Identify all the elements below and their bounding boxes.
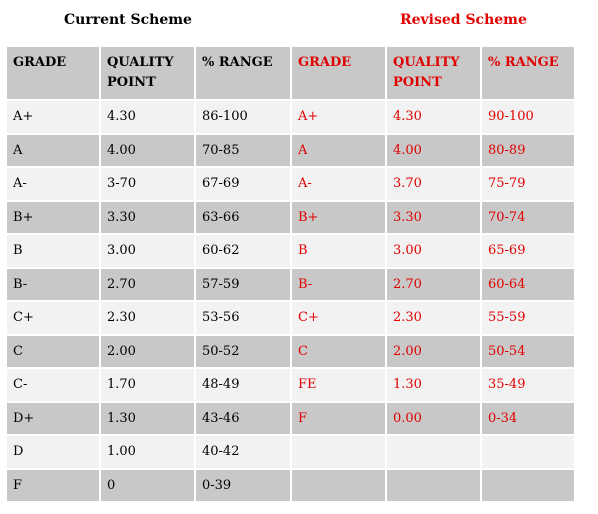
cell-range-current: 86-100: [196, 101, 290, 133]
header-range-revised: % RANGE: [482, 47, 574, 99]
table-row: [7, 235, 574, 267]
table-row: [7, 135, 574, 167]
cell-quality-point-revised: 1.30: [387, 369, 480, 401]
cell-grade-current: B+: [7, 202, 99, 234]
header-row: [7, 47, 574, 99]
cell-grade-revised: B: [292, 235, 385, 267]
cell-range-revised: 50-54: [482, 336, 574, 368]
cell-range-revised: 60-64: [482, 269, 574, 301]
cell-quality-point-current: 1.00: [101, 436, 194, 468]
cell-grade-revised: F: [292, 403, 385, 435]
header-grade-current: GRADE: [7, 47, 99, 99]
table-row: [7, 168, 574, 200]
table-row: [7, 336, 574, 368]
cell-quality-point-revised: 2.00: [387, 336, 480, 368]
cell-range-current: 60-62: [196, 235, 290, 267]
cell-range-revised: 75-79: [482, 168, 574, 200]
cell-range-current: 70-85: [196, 135, 290, 167]
header-quality-point-revised: QUALITY POINT: [387, 47, 480, 99]
cell-range-revised: 65-69: [482, 235, 574, 267]
cell-grade-revised: C+: [292, 302, 385, 334]
cell-range-revised: 35-49: [482, 369, 574, 401]
table-row: [7, 202, 574, 234]
cell-range-current: 40-42: [196, 436, 290, 468]
cell-grade-current: F: [7, 470, 99, 502]
cell-quality-point-revised: 4.30: [387, 101, 480, 133]
cell-quality-point-revised: 3.00: [387, 235, 480, 267]
cell-grade-revised: [292, 436, 385, 468]
cell-grade-current: C: [7, 336, 99, 368]
cell-grade-current: A-: [7, 168, 99, 200]
cell-quality-point-current: 4.00: [101, 135, 194, 167]
cell-quality-point-revised: 2.30: [387, 302, 480, 334]
cell-grade-revised: FE: [292, 369, 385, 401]
cell-quality-point-current: 1.30: [101, 403, 194, 435]
cell-grade-current: D+: [7, 403, 99, 435]
table-row: [7, 470, 574, 502]
cell-range-revised: 90-100: [482, 101, 574, 133]
cell-quality-point-current: 3.00: [101, 235, 194, 267]
cell-quality-point-current: 2.70: [101, 269, 194, 301]
cell-range-current: 48-49: [196, 369, 290, 401]
cell-quality-point-current: 2.30: [101, 302, 194, 334]
cell-range-revised: 0-34: [482, 403, 574, 435]
cell-range-revised: 55-59: [482, 302, 574, 334]
grading-table: [5, 45, 576, 503]
table-body: [7, 101, 574, 501]
cell-range-current: 53-56: [196, 302, 290, 334]
cell-range-current: 50-52: [196, 336, 290, 368]
table-row: [7, 403, 574, 435]
cell-grade-revised: B+: [292, 202, 385, 234]
cell-quality-point-revised: 2.70: [387, 269, 480, 301]
cell-grade-current: D: [7, 436, 99, 468]
cell-quality-point-revised: 3.70: [387, 168, 480, 200]
cell-range-current: 0-39: [196, 470, 290, 502]
cell-range-revised: [482, 470, 574, 502]
cell-quality-point-revised: [387, 436, 480, 468]
cell-grade-current: B-: [7, 269, 99, 301]
cell-quality-point-current: 0: [101, 470, 194, 502]
cell-quality-point-revised: 3.30: [387, 202, 480, 234]
cell-quality-point-revised: [387, 470, 480, 502]
cell-grade-revised: C: [292, 336, 385, 368]
cell-range-revised: [482, 436, 574, 468]
cell-range-current: 67-69: [196, 168, 290, 200]
cell-grade-revised: B-: [292, 269, 385, 301]
cell-quality-point-revised: 4.00: [387, 135, 480, 167]
header-quality-point-current: QUALITY POINT: [101, 47, 194, 99]
cell-quality-point-revised: 0.00: [387, 403, 480, 435]
cell-grade-revised: [292, 470, 385, 502]
cell-range-revised: 80-89: [482, 135, 574, 167]
cell-grade-revised: A+: [292, 101, 385, 133]
cell-grade-current: B: [7, 235, 99, 267]
cell-grade-current: A: [7, 135, 99, 167]
header-range-current: % RANGE: [196, 47, 290, 99]
cell-quality-point-current: 4.30: [101, 101, 194, 133]
table-row: [7, 302, 574, 334]
cell-grade-revised: A: [292, 135, 385, 167]
cell-grade-revised: A-: [292, 168, 385, 200]
cell-grade-current: C-: [7, 369, 99, 401]
table-row: [7, 436, 574, 468]
revised-scheme-caption: Revised Scheme: [400, 12, 527, 28]
cell-range-current: 57-59: [196, 269, 290, 301]
table-row: [7, 369, 574, 401]
current-scheme-caption: Current Scheme: [64, 12, 192, 28]
cell-quality-point-current: 3-70: [101, 168, 194, 200]
cell-range-revised: 70-74: [482, 202, 574, 234]
cell-grade-current: C+: [7, 302, 99, 334]
table-row: [7, 101, 574, 133]
cell-quality-point-current: 1.70: [101, 369, 194, 401]
cell-grade-current: A+: [7, 101, 99, 133]
cell-range-current: 63-66: [196, 202, 290, 234]
cell-range-current: 43-46: [196, 403, 290, 435]
header-grade-revised: GRADE: [292, 47, 385, 99]
table-row: [7, 269, 574, 301]
cell-quality-point-current: 2.00: [101, 336, 194, 368]
cell-quality-point-current: 3.30: [101, 202, 194, 234]
